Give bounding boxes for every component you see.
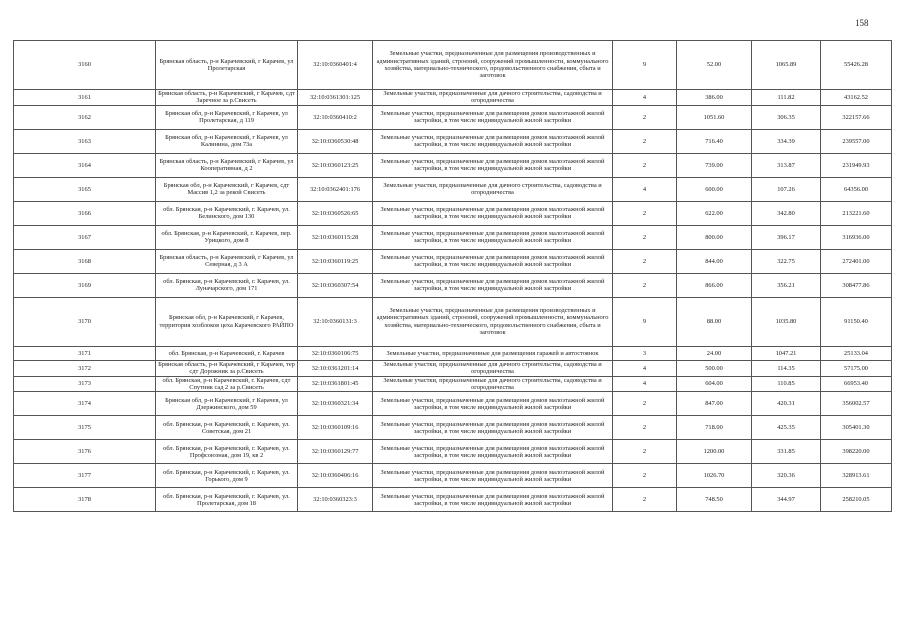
land-use-purpose-cell: Земельные участки, предназначенные для размещения домов малоэтажной жилой застройки, в том числе индивидуальной жилой застройки xyxy=(373,225,613,249)
row-number: 3174 xyxy=(14,392,156,416)
row-number: 3169 xyxy=(14,273,156,297)
cadastral-number-cell: 32:10:0360307:54 xyxy=(298,273,373,297)
row-number: 3168 xyxy=(14,249,156,273)
category-cell: 4 xyxy=(613,90,677,106)
category-cell: 4 xyxy=(613,360,677,376)
cadastral-value-cell: 91150.40 xyxy=(821,297,892,346)
cadastral-rate-cell: 306.35 xyxy=(752,105,821,129)
category-cell: 4 xyxy=(613,177,677,201)
row-number: 3165 xyxy=(14,177,156,201)
address-cell: Брянская область, р-н Карачевский, г Карачев, ул Кооперативная, д 2 xyxy=(156,153,298,177)
area-cell: 1200.00 xyxy=(677,440,752,464)
cadastral-number-cell: 32:10:0360526:65 xyxy=(298,201,373,225)
address-cell: обл. Брянская, р-н Карачевский, г. Карачев, ул. Советская, дом 21 xyxy=(156,416,298,440)
area-cell: 1026.70 xyxy=(677,464,752,488)
cadastral-value-cell: 213221.60 xyxy=(821,201,892,225)
table-row xyxy=(14,249,892,273)
cadastral-rate-cell: 110.85 xyxy=(752,376,821,392)
cadastral-number-cell: 32:10:0360106:75 xyxy=(298,346,373,360)
cadastral-rate-cell: 1047.21 xyxy=(752,346,821,360)
row-number: 3170 xyxy=(14,297,156,346)
cadastral-value-cell: 356002.57 xyxy=(821,392,892,416)
area-cell: 800.00 xyxy=(677,225,752,249)
address-cell: обл. Брянская, р-н Карачевский, г. Карачев, ул. Профсоюзная, дом 19, кв 2 xyxy=(156,440,298,464)
table-row xyxy=(14,273,892,297)
page-number: 158 xyxy=(855,18,869,28)
land-use-purpose-cell: Земельные участки, предназначенные для размещения домов малоэтажной жилой застройки, в том числе индивидуальной жилой застройки xyxy=(373,464,613,488)
cadastral-rate-cell: 342.80 xyxy=(752,201,821,225)
land-use-purpose-cell: Земельные участки, предназначенные для размещения домов малоэтажной жилой застройки, в том числе индивидуальной жилой застройки xyxy=(373,392,613,416)
cadastral-rate-cell: 114.35 xyxy=(752,360,821,376)
area-cell: 622.00 xyxy=(677,201,752,225)
table-row xyxy=(14,41,892,90)
cadastral-number-cell: 32:10:0361301:125 xyxy=(298,90,373,106)
area-cell: 386.00 xyxy=(677,90,752,106)
table-row xyxy=(14,225,892,249)
land-use-purpose-cell: Земельные участки, предназначенные для размещения домов малоэтажной жилой застройки, в том числе индивидуальной жилой застройки xyxy=(373,273,613,297)
cadastral-rate-cell: 356.21 xyxy=(752,273,821,297)
address-cell: Брянская область, р-н Карачевский, г Карачев, тер сдт Дорожник за р.Свисеть xyxy=(156,360,298,376)
row-number: 3176 xyxy=(14,440,156,464)
row-number: 3162 xyxy=(14,105,156,129)
table-row xyxy=(14,129,892,153)
table-row xyxy=(14,346,892,360)
land-use-purpose-cell: Земельные участки, предназначенные для размещения домов малоэтажной жилой застройки, в том числе индивидуальной жилой застройки xyxy=(373,201,613,225)
cadastral-number-cell: 32:10:0360401:4 xyxy=(298,41,373,90)
address-cell: Брянская обл, р-н Карачевский, г Карачев, сдт Массив 1,2 за рекой Свисеть xyxy=(156,177,298,201)
cadastral-number-cell: 32:10:0360410:2 xyxy=(298,105,373,129)
area-cell: 844.00 xyxy=(677,249,752,273)
table-row xyxy=(14,440,892,464)
address-cell: обл. Брянская, р-н Карачевский, г. Карачев, пер. Урицкого, дом 8 xyxy=(156,225,298,249)
row-number: 3160 xyxy=(14,41,156,90)
cadastral-number-cell: 32:10:0361201:14 xyxy=(298,360,373,376)
area-cell: 716.40 xyxy=(677,129,752,153)
row-number: 3164 xyxy=(14,153,156,177)
row-number: 3173 xyxy=(14,376,156,392)
row-number: 3172 xyxy=(14,360,156,376)
area-cell: 748.50 xyxy=(677,488,752,512)
cadastral-rate-cell: 344.97 xyxy=(752,488,821,512)
land-use-purpose-cell: Земельные участки, предназначенные для дачного строительства, садоводства и огородничества xyxy=(373,360,613,376)
land-use-purpose-cell: Земельные участки, предназначенные для дачного строительства, садоводства и огородничества xyxy=(373,376,613,392)
category-cell: 2 xyxy=(613,225,677,249)
area-cell: 847.00 xyxy=(677,392,752,416)
row-number: 3167 xyxy=(14,225,156,249)
area-cell: 24.00 xyxy=(677,346,752,360)
land-use-purpose-cell: Земельные участки, предназначенные для размещения домов малоэтажной жилой застройки, в том числе индивидуальной жилой застройки xyxy=(373,440,613,464)
cadastral-value-cell: 64356.00 xyxy=(821,177,892,201)
cadastral-number-cell: 32:10:0362401:176 xyxy=(298,177,373,201)
category-cell: 2 xyxy=(613,129,677,153)
cadastral-rate-cell: 331.85 xyxy=(752,440,821,464)
table-body xyxy=(14,41,892,512)
address-cell: Брянская обл, р-н Карачевский, г Карачев, ул Дзержинского, дом 59 xyxy=(156,392,298,416)
land-use-purpose-cell: Земельные участки, предназначенные для размещения домов малоэтажной жилой застройки, в том числе индивидуальной жилой застройки xyxy=(373,105,613,129)
area-cell: 604.00 xyxy=(677,376,752,392)
category-cell: 2 xyxy=(613,392,677,416)
cadastral-rate-cell: 320.36 xyxy=(752,464,821,488)
cadastral-value-cell: 25133.04 xyxy=(821,346,892,360)
cadastral-rate-cell: 396.17 xyxy=(752,225,821,249)
cadastral-value-cell: 272401.00 xyxy=(821,249,892,273)
row-number: 3177 xyxy=(14,464,156,488)
cadastral-number-cell: 32:10:0360321:34 xyxy=(298,392,373,416)
land-use-purpose-cell: Земельные участки, предназначенные для размещения производственных и административных зданий, строений, сооружений промышленности, коммунального хозяйства, материально-технического, продовольственного снабжения, сбыта и заготовок xyxy=(373,41,613,90)
cadastral-value-cell: 258210.05 xyxy=(821,488,892,512)
category-cell: 2 xyxy=(613,105,677,129)
cadastral-number-cell: 32:10:0361801:45 xyxy=(298,376,373,392)
area-cell: 600.00 xyxy=(677,177,752,201)
area-cell: 718.00 xyxy=(677,416,752,440)
table-row xyxy=(14,177,892,201)
category-cell: 2 xyxy=(613,249,677,273)
cadastral-number-cell: 32:10:0360323:3 xyxy=(298,488,373,512)
cadastral-rate-cell: 111.82 xyxy=(752,90,821,106)
cadastral-rate-cell: 420.31 xyxy=(752,392,821,416)
area-cell: 866.00 xyxy=(677,273,752,297)
category-cell: 3 xyxy=(613,346,677,360)
cadastral-number-cell: 32:10:0360115:28 xyxy=(298,225,373,249)
table-row xyxy=(14,90,892,106)
category-cell: 2 xyxy=(613,464,677,488)
area-cell: 88.00 xyxy=(677,297,752,346)
area-cell: 52.00 xyxy=(677,41,752,90)
cadastral-value-cell: 239557.00 xyxy=(821,129,892,153)
row-number: 3163 xyxy=(14,129,156,153)
address-cell: обл. Брянская, р-н Карачевский, г. Карачев, сдт Спутник сад 2 за р.Свисеть xyxy=(156,376,298,392)
table-row xyxy=(14,464,892,488)
cadastral-number-cell: 32:10:0360123:25 xyxy=(298,153,373,177)
cadastral-rate-cell: 322.75 xyxy=(752,249,821,273)
cadastral-rate-cell: 313.87 xyxy=(752,153,821,177)
cadastral-rate-cell: 107.26 xyxy=(752,177,821,201)
cadastral-value-cell: 398220.00 xyxy=(821,440,892,464)
cadastral-value-cell: 231949.93 xyxy=(821,153,892,177)
category-cell: 2 xyxy=(613,201,677,225)
row-number: 3178 xyxy=(14,488,156,512)
land-use-purpose-cell: Земельные участки, предназначенные для размещения домов малоэтажной жилой застройки, в том числе индивидуальной жилой застройки xyxy=(373,416,613,440)
table-row xyxy=(14,105,892,129)
land-use-purpose-cell: Земельные участки, предназначенные для размещения домов малоэтажной жилой застройки, в том числе индивидуальной жилой застройки xyxy=(373,153,613,177)
row-number: 3175 xyxy=(14,416,156,440)
table-row xyxy=(14,297,892,346)
table-row xyxy=(14,392,892,416)
cadastral-value-cell: 308477.86 xyxy=(821,273,892,297)
address-cell: обл. Брянская, р-н Карачевский, г. Карачев, ул. Луначарского, дом 171 xyxy=(156,273,298,297)
cadastral-number-cell: 32:10:0360119:25 xyxy=(298,249,373,273)
address-cell: Брянская обл, р-н Карачевский, г Карачев, территория хозблоков цеха Карачевского РАЙПО xyxy=(156,297,298,346)
land-use-purpose-cell: Земельные участки, предназначенные для размещения домов малоэтажной жилой застройки, в том числе индивидуальной жилой застройки xyxy=(373,488,613,512)
land-use-purpose-cell: Земельные участки, предназначенные для размещения домов малоэтажной жилой застройки, в том числе индивидуальной жилой застройки xyxy=(373,129,613,153)
cadastral-value-cell: 43162.52 xyxy=(821,90,892,106)
address-cell: обл. Брянская, р-н Карачевский, г. Карачев, ул. Горького, дом 9 xyxy=(156,464,298,488)
category-cell: 2 xyxy=(613,488,677,512)
area-cell: 500.00 xyxy=(677,360,752,376)
address-cell: Брянская область, р-н Карачевский, г Карачев, ул Пролетарская xyxy=(156,41,298,90)
cadastral-value-cell: 55426.28 xyxy=(821,41,892,90)
cadastral-number-cell: 32:10:0360406:16 xyxy=(298,464,373,488)
row-number: 3166 xyxy=(14,201,156,225)
row-number: 3161 xyxy=(14,90,156,106)
cadastral-value-cell: 322157.66 xyxy=(821,105,892,129)
cadastral-rate-cell: 1065.89 xyxy=(752,41,821,90)
cadastral-value-cell: 66953.40 xyxy=(821,376,892,392)
table-row xyxy=(14,201,892,225)
row-number: 3171 xyxy=(14,346,156,360)
cadastral-rate-cell: 1035.80 xyxy=(752,297,821,346)
category-cell: 9 xyxy=(613,41,677,90)
category-cell: 2 xyxy=(613,416,677,440)
cadastral-value-cell: 328913.61 xyxy=(821,464,892,488)
land-use-purpose-cell: Земельные участки, предназначенные для размещения домов малоэтажной жилой застройки, в том числе индивидуальной жилой застройки xyxy=(373,249,613,273)
cadastral-value-cell: 57175.00 xyxy=(821,360,892,376)
address-cell: Брянская область, р-н Карачевский, г Карачев, ул Северная, д 3 А xyxy=(156,249,298,273)
address-cell: Брянская область, р-н Карачевский, г Карачев, сдт Заречное за р.Свисеть xyxy=(156,90,298,106)
cadastral-number-cell: 32:10:0360131:3 xyxy=(298,297,373,346)
address-cell: обл. Брянская, р-н Карачевский, г. Карачев, ул. Белинского, дом 130 xyxy=(156,201,298,225)
cadastral-value-cell: 316936.00 xyxy=(821,225,892,249)
table-row xyxy=(14,360,892,376)
land-use-purpose-cell: Земельные участки, предназначенные для дачного строительства, садоводства и огородничества xyxy=(373,177,613,201)
table-row xyxy=(14,153,892,177)
area-cell: 1051.60 xyxy=(677,105,752,129)
category-cell: 2 xyxy=(613,440,677,464)
land-use-purpose-cell: Земельные участки, предназначенные для размещения гаражей и автостоянок xyxy=(373,346,613,360)
category-cell: 4 xyxy=(613,376,677,392)
land-use-purpose-cell: Земельные участки, предназначенные для дачного строительства, садоводства и огородничества xyxy=(373,90,613,106)
cadastral-number-cell: 32:10:0360129:77 xyxy=(298,440,373,464)
cadastral-value-cell: 305401.30 xyxy=(821,416,892,440)
address-cell: Брянская обл, р-н Карачевский, г Карачев, ул Пролетарская, д 119 xyxy=(156,105,298,129)
category-cell: 9 xyxy=(613,297,677,346)
category-cell: 2 xyxy=(613,153,677,177)
category-cell: 2 xyxy=(613,273,677,297)
address-cell: Брянская обл, р-н Карачевский, г Карачев, ул Калинина, дом 73а xyxy=(156,129,298,153)
cadastral-rate-cell: 334.39 xyxy=(752,129,821,153)
area-cell: 739.00 xyxy=(677,153,752,177)
table-row xyxy=(14,488,892,512)
address-cell: обл. Брянская, р-н Карачевский, г. Карачев, ул. Пролетарская, дом 18 xyxy=(156,488,298,512)
table-row xyxy=(14,416,892,440)
cadastral-number-cell: 32:10:0360530:48 xyxy=(298,129,373,153)
cadastral-registry-table xyxy=(13,40,892,512)
land-use-purpose-cell: Земельные участки, предназначенные для размещения производственных и административных зданий, строений, сооружений промышленности, коммунального хозяйства, материально-технического, продовольственного снабжения, сбыта и заготовок xyxy=(373,297,613,346)
table-row xyxy=(14,376,892,392)
cadastral-number-cell: 32:10:0360109:16 xyxy=(298,416,373,440)
address-cell: обл. Брянская, р-н Карачевский, г. Карачев xyxy=(156,346,298,360)
cadastral-rate-cell: 425.35 xyxy=(752,416,821,440)
